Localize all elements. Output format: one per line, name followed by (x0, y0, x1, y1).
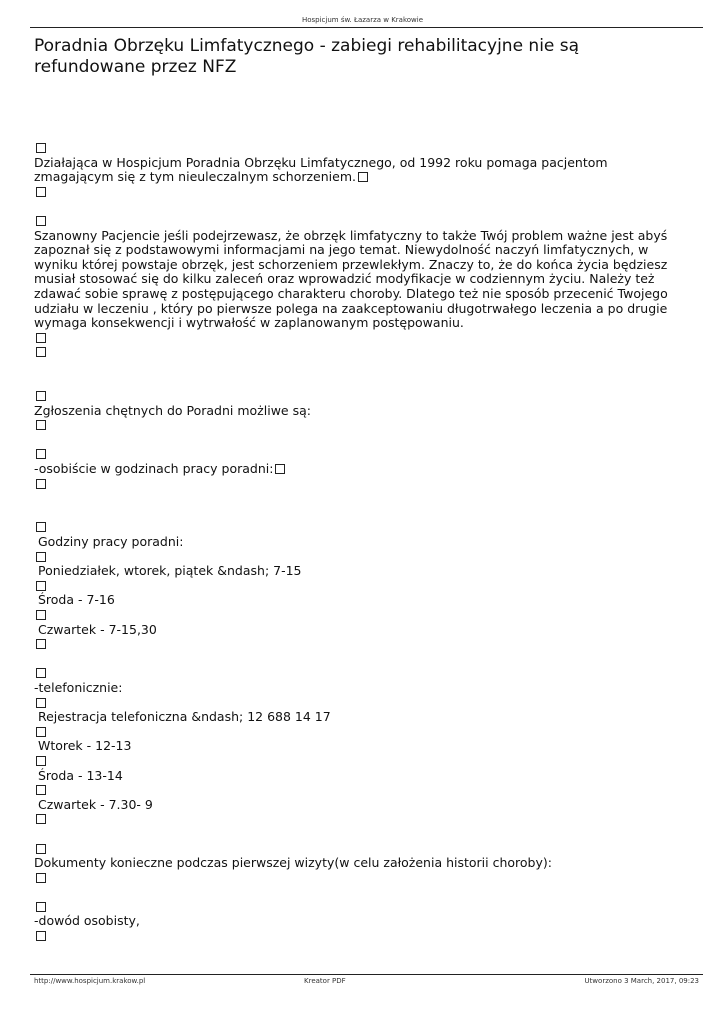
placeholder-box-icon (36, 873, 46, 883)
header-divider (30, 27, 703, 28)
placeholder-box-icon (36, 727, 46, 737)
message-paragraph: Szanowny Pacjencie jeśli podejrzewasz, że obrzęk limfatyczny to także Twój problem ważne jest abyś zapoznał się z podstawowymi informacjami na jego temat. Niewydolność naczyń limfatycznych, w wyniku której powstaje obrzęk, jest schorzeniem przewlekłym. Znaczy to, że do końca życia będziesz musiał stosować się do kilku zaleceń oraz wprowadzić modyfikacje w codziennym życiu. Należy też zdawać sobie sprawę z postępującego charakteru choroby. Dlatego też nie sposób przecenić Twojego udziału w leczeniu , który po pierwsze polega na zaakceptowaniu długotrwałego leczenia a po drugie wymaga konsekwencji i wytrwałość w zaplanowanym postępowaniu. (34, 227, 668, 331)
placeholder-box-icon (36, 931, 46, 941)
footer-created-date: Utworzono 3 March, 2017, 09:23 (584, 977, 699, 985)
article-body (34, 141, 689, 944)
placeholder-box-icon (36, 479, 46, 489)
phone-item: Wtorek - 12-13 (34, 738, 132, 754)
page-title: Poradnia Obrzęku Limfatycznego - zabiegi rehabilitacyjne nie są refundowane przez NFZ (34, 36, 580, 77)
placeholder-box-icon (358, 172, 368, 182)
placeholder-box-icon (275, 464, 285, 474)
placeholder-box-icon (36, 639, 46, 649)
placeholder-box-icon (36, 668, 46, 678)
documents-heading: Dokumenty konieczne podczas pierwszej wizyty(w celu założenia historii choroby): (34, 855, 552, 871)
footer-generator: Kreator PDF (304, 977, 346, 985)
intro-text: Działająca w Hospicjum Poradnia Obrzęku Limfatycznego, od 1992 roku pomaga pacjentom zmagającym się z tym nieuleczalnym schorzeniem. (34, 154, 608, 185)
placeholder-box-icon (36, 814, 46, 824)
placeholder-box-icon (36, 552, 46, 562)
in-person-line (34, 462, 689, 477)
phone-item: Rejestracja telefoniczna &ndash; 12 688 14 17 (34, 709, 331, 725)
placeholder-box-icon (36, 391, 46, 401)
placeholder-box-icon (36, 581, 46, 591)
hours-item: Czwartek - 7-15,30 (34, 621, 157, 637)
placeholder-box-icon (36, 333, 46, 343)
placeholder-box-icon (36, 216, 46, 226)
placeholder-box-icon (36, 698, 46, 708)
phone-heading: -telefonicznie: (34, 679, 123, 695)
footer-url[interactable]: http://www.hospicjum.krakow.pl (34, 977, 146, 985)
documents-item: -dowód osobisty, (34, 913, 140, 929)
hours-item: Poniedziałek, wtorek, piątek &ndash; 7-15 (34, 563, 302, 579)
site-name: Hospicjum św. Łazarza w Krakowie (301, 16, 424, 24)
footer-divider (30, 974, 703, 975)
placeholder-box-icon (36, 143, 46, 153)
placeholder-box-icon (36, 844, 46, 854)
placeholder-box-icon (36, 522, 46, 532)
phone-item: Czwartek - 7.30- 9 (34, 796, 153, 812)
placeholder-box-icon (36, 756, 46, 766)
phone-item: Środa - 13-14 (34, 767, 123, 783)
placeholder-box-icon (36, 420, 46, 430)
placeholder-box-icon (36, 449, 46, 459)
in-person-text: -osobiście w godzinach pracy poradni: (34, 461, 274, 477)
registration-heading: Zgłoszenia chętnych do Poradni możliwe są: (34, 402, 311, 418)
placeholder-box-icon (36, 187, 46, 197)
page-header (0, 16, 725, 24)
placeholder-box-icon (36, 347, 46, 357)
placeholder-box-icon (36, 610, 46, 620)
hours-item: Środa - 7-16 (34, 592, 115, 608)
placeholder-box-icon (36, 902, 46, 912)
page-footer (34, 977, 699, 987)
intro-paragraph (34, 156, 689, 185)
hours-heading: Godziny pracy poradni: (34, 534, 184, 550)
placeholder-box-icon (36, 785, 46, 795)
